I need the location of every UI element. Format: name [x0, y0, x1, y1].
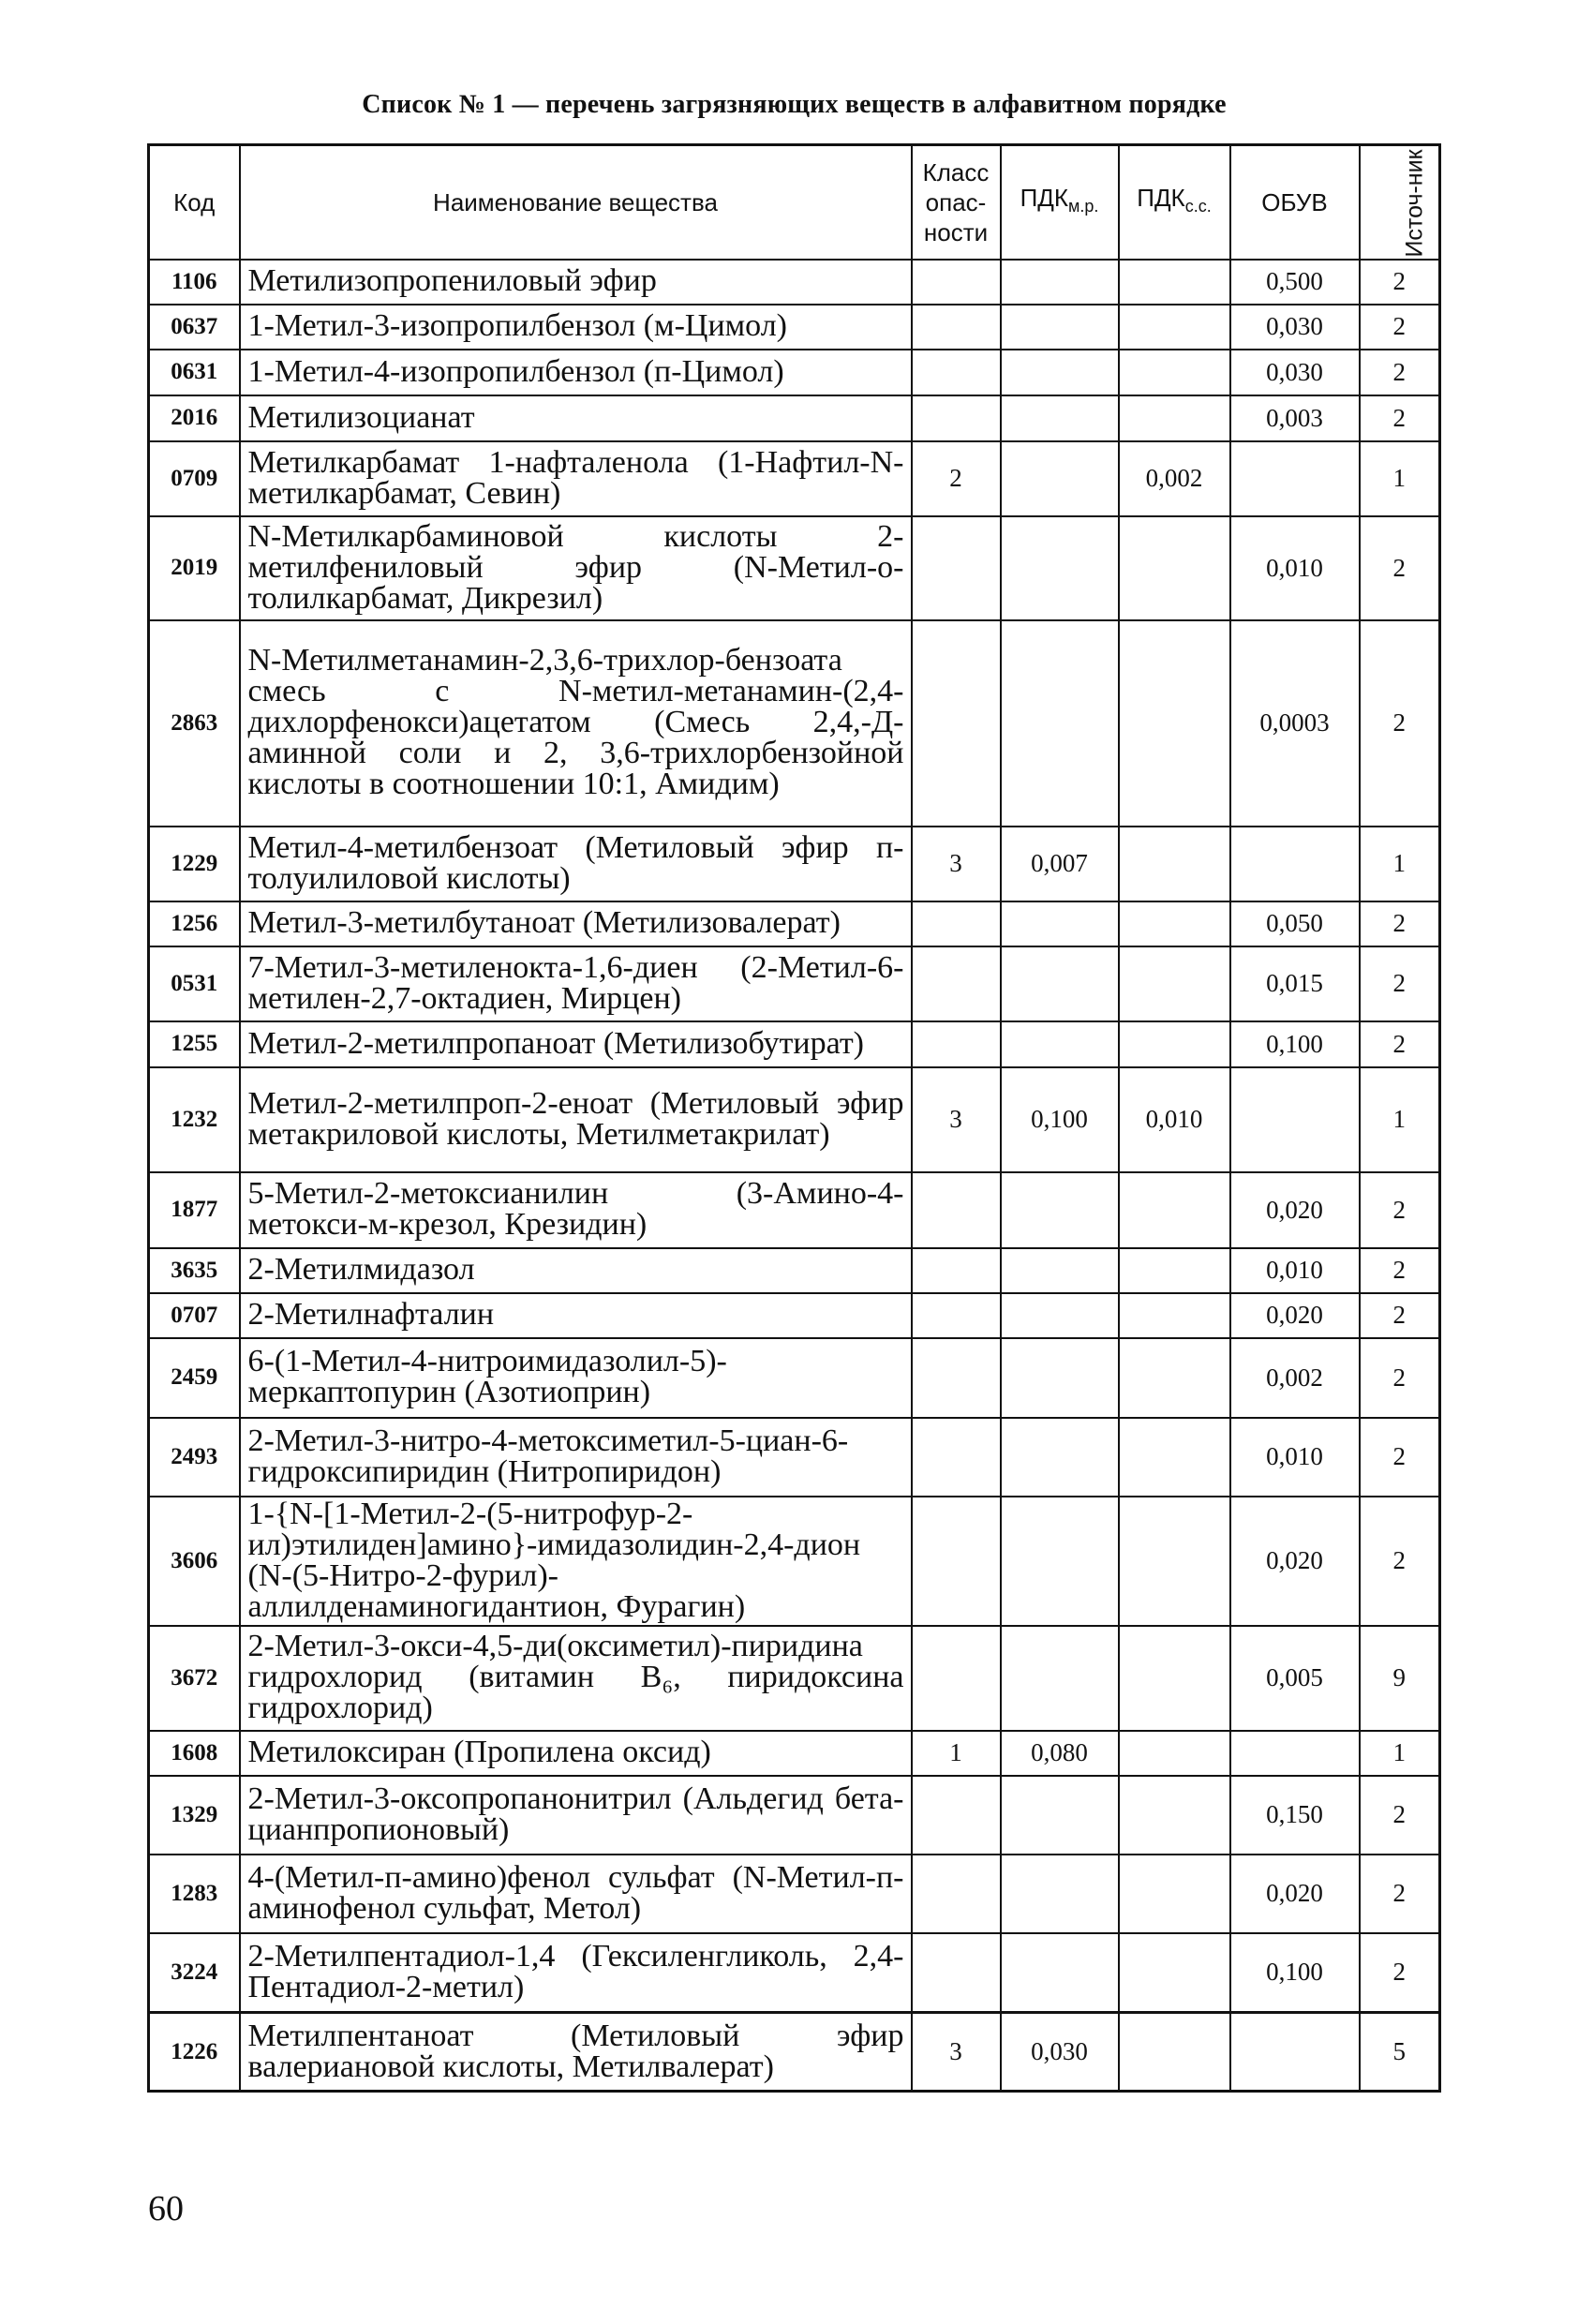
pdk-ss-label: ПДК	[1137, 184, 1185, 213]
row-code: 1877	[149, 1172, 240, 1248]
row-obuv: 0,020	[1230, 1172, 1360, 1248]
row-name: 7-Метил-3-метиленокта-1,6-диен (2-Метил-6-метилен-2,7-октадиен, Мирцен)	[240, 946, 912, 1021]
table-row	[149, 2013, 1440, 2092]
row-pdk-ss: 0,010	[1119, 1067, 1230, 1172]
table-row	[149, 1626, 1440, 1731]
row-obuv: 0,020	[1230, 1293, 1360, 1338]
row-code: 0631	[149, 350, 240, 395]
row-pdk-mr	[1001, 1933, 1119, 2013]
table-row	[149, 901, 1440, 946]
row-obuv: 0,030	[1230, 305, 1360, 350]
row-obuv: 0,015	[1230, 946, 1360, 1021]
row-pdk-mr	[1001, 1338, 1119, 1418]
row-source: 1	[1360, 827, 1440, 901]
row-obuv: 0,150	[1230, 1776, 1360, 1855]
row-hazard-class	[912, 901, 1001, 946]
row-pdk-ss	[1119, 516, 1230, 620]
row-name: N-Метилкарбаминовой кислоты 2-метилфениловый эфир (N-Метил-о-толилкарбамат, Дикрезил)	[240, 516, 912, 620]
row-hazard-class	[912, 1293, 1001, 1338]
row-code: 1232	[149, 1067, 240, 1172]
row-obuv: 0,010	[1230, 1248, 1360, 1293]
row-pdk-mr	[1001, 1248, 1119, 1293]
row-pdk-ss	[1119, 1418, 1230, 1497]
table-row	[149, 620, 1440, 827]
row-name: N-Метилметанамин-2,3,6-трихлор-бензоата смесь с N-метил-метанамин-(2,4-дихлорфенокси)ацетатом (Смесь 2,4,-Д-аминной соли и 2, 3,6-трихлорбензойной кислоты в соотношении 10:1, Амидим)	[240, 620, 912, 827]
row-pdk-ss: 0,002	[1119, 441, 1230, 516]
table-row	[149, 395, 1440, 441]
row-pdk-mr	[1001, 1021, 1119, 1067]
row-code: 0707	[149, 1293, 240, 1338]
row-code: 2019	[149, 516, 240, 620]
row-obuv: 0,100	[1230, 1021, 1360, 1067]
row-pdk-ss	[1119, 2013, 1230, 2092]
row-hazard-class	[912, 1626, 1001, 1731]
row-code: 0637	[149, 305, 240, 350]
row-source: 2	[1360, 1855, 1440, 1933]
row-name: Метил-3-метилбутаноат (Метилизовалерат)	[240, 901, 912, 946]
row-name: 2-Метилмидазол	[240, 1248, 912, 1293]
row-pdk-mr: 0,030	[1001, 2013, 1119, 2092]
row-pdk-mr	[1001, 1626, 1119, 1731]
row-pdk-mr	[1001, 620, 1119, 827]
row-code: 1229	[149, 827, 240, 901]
row-name: Метил-2-метилпроп-2-еноат (Метиловый эфир метакриловой кислоты, Метилметакрилат)	[240, 1067, 912, 1172]
substances-table	[147, 143, 1441, 2093]
row-obuv: 0,020	[1230, 1855, 1360, 1933]
row-source: 5	[1360, 2013, 1440, 2092]
row-obuv: 0,0003	[1230, 620, 1360, 827]
row-pdk-ss	[1119, 620, 1230, 827]
table-row	[149, 350, 1440, 395]
row-pdk-mr	[1001, 516, 1119, 620]
header-row	[149, 145, 1440, 260]
row-source: 2	[1360, 901, 1440, 946]
row-code: 2016	[149, 395, 240, 441]
table-row	[149, 516, 1440, 620]
table-row	[149, 1418, 1440, 1497]
pdk-ss-subscript: с.с.	[1184, 197, 1212, 216]
row-pdk-mr	[1001, 395, 1119, 441]
row-name: Метилизоцианат	[240, 395, 912, 441]
row-name: 1-{N-[1-Метил-2-(5-нитрофур-2-ил)этилиден]амино}-имидазолидин-2,4-дион (N-(5-Нитро-2-фурил)-аллилденаминогидантион, Фурагин)	[240, 1497, 912, 1626]
row-hazard-class: 3	[912, 827, 1001, 901]
row-source: 2	[1360, 305, 1440, 350]
table-row	[149, 1497, 1440, 1626]
row-name: 6-(1-Метил-4-нитроимидазолил-5)-меркаптопурин (Азотиоприн)	[240, 1338, 912, 1418]
row-code: 3672	[149, 1626, 240, 1731]
page-number: 60	[148, 2189, 184, 2228]
row-hazard-class	[912, 1248, 1001, 1293]
table-row	[149, 1731, 1440, 1776]
row-pdk-mr	[1001, 1776, 1119, 1855]
table-row	[149, 1776, 1440, 1855]
row-name: Метилпентаноат (Метиловый эфир валериановой кислоты, Метилвалерат)	[240, 2013, 912, 2092]
row-hazard-class	[912, 620, 1001, 827]
row-source: 2	[1360, 620, 1440, 827]
row-pdk-ss	[1119, 1021, 1230, 1067]
row-hazard-class	[912, 395, 1001, 441]
row-pdk-ss	[1119, 1497, 1230, 1626]
row-code: 1256	[149, 901, 240, 946]
row-code: 2493	[149, 1418, 240, 1497]
row-hazard-class	[912, 1855, 1001, 1933]
row-source: 2	[1360, 1293, 1440, 1338]
pdk-mr-label: ПДК	[1020, 184, 1069, 213]
row-source: 2	[1360, 1497, 1440, 1626]
row-code: 2459	[149, 1338, 240, 1418]
header-obuv: ОБУВ	[1230, 145, 1360, 260]
header-code: Код	[149, 145, 240, 260]
row-name: 1-Метил-4-изопропилбензол (п-Цимол)	[240, 350, 912, 395]
row-pdk-ss	[1119, 1855, 1230, 1933]
row-name: 5-Метил-2-метоксианилин (3-Амино-4-метокси-м-крезол, Крезидин)	[240, 1172, 912, 1248]
table-row	[149, 1338, 1440, 1418]
row-source: 2	[1360, 1933, 1440, 2013]
row-source: 2	[1360, 946, 1440, 1021]
row-obuv	[1230, 441, 1360, 516]
row-pdk-ss	[1119, 260, 1230, 305]
row-hazard-class	[912, 1418, 1001, 1497]
row-obuv: 0,020	[1230, 1497, 1360, 1626]
row-pdk-ss	[1119, 395, 1230, 441]
row-name: Метилкарбамат 1-нафталенола (1-Нафтил-N-метилкарбамат, Севин)	[240, 441, 912, 516]
row-pdk-mr	[1001, 901, 1119, 946]
row-code: 3606	[149, 1497, 240, 1626]
row-code: 1106	[149, 260, 240, 305]
row-pdk-mr: 0,100	[1001, 1067, 1119, 1172]
table-row	[149, 1067, 1440, 1172]
row-name: Метилизопропениловый эфир	[240, 260, 912, 305]
row-obuv	[1230, 1731, 1360, 1776]
row-source: 2	[1360, 1248, 1440, 1293]
row-hazard-class	[912, 1172, 1001, 1248]
row-code: 0709	[149, 441, 240, 516]
row-hazard-class: 3	[912, 2013, 1001, 2092]
row-source: 2	[1360, 395, 1440, 441]
row-obuv: 0,010	[1230, 516, 1360, 620]
row-code: 3224	[149, 1933, 240, 2013]
table-row	[149, 1933, 1440, 2013]
row-hazard-class	[912, 305, 1001, 350]
row-pdk-ss	[1119, 1933, 1230, 2013]
row-hazard-class	[912, 350, 1001, 395]
row-pdk-mr: 0,007	[1001, 827, 1119, 901]
row-hazard-class	[912, 516, 1001, 620]
row-pdk-ss	[1119, 1293, 1230, 1338]
row-hazard-class	[912, 946, 1001, 1021]
row-pdk-mr	[1001, 1172, 1119, 1248]
row-name: 2-Метил-3-окси-4,5-ди(оксиметил)-пиридина гидрохлорид (витамин B₆, пиридоксина гидрохлорид)	[240, 1626, 912, 1731]
row-obuv: 0,003	[1230, 395, 1360, 441]
header-pdk-mr	[1001, 145, 1119, 260]
row-pdk-ss	[1119, 1172, 1230, 1248]
row-pdk-mr	[1001, 305, 1119, 350]
row-source: 9	[1360, 1626, 1440, 1731]
pdk-mr-subscript: м.р.	[1068, 197, 1099, 216]
table-row	[149, 305, 1440, 350]
header-source	[1360, 145, 1440, 260]
row-name: Метил-2-метилпропаноат (Метилизобутират)	[240, 1021, 912, 1067]
row-hazard-class	[912, 1933, 1001, 2013]
row-name: 2-Метилнафталин	[240, 1293, 912, 1338]
row-obuv: 0,002	[1230, 1338, 1360, 1418]
row-obuv: 0,100	[1230, 1933, 1360, 2013]
row-name: 2-Метил-3-нитро-4-метоксиметил-5-циан-6-гидроксипиридин (Нитропиридон)	[240, 1418, 912, 1497]
row-pdk-ss	[1119, 305, 1230, 350]
row-hazard-class	[912, 260, 1001, 305]
table-row	[149, 1855, 1440, 1933]
row-source: 2	[1360, 350, 1440, 395]
row-obuv	[1230, 2013, 1360, 2092]
row-name: 2-Метил-3-оксопропанонитрил (Альдегид бета-цианпропионовый)	[240, 1776, 912, 1855]
header-hazard-class: Класс опас-ности	[912, 145, 1001, 260]
row-code: 1329	[149, 1776, 240, 1855]
row-obuv	[1230, 1067, 1360, 1172]
table-row	[149, 260, 1440, 305]
row-pdk-mr	[1001, 1497, 1119, 1626]
row-pdk-ss	[1119, 827, 1230, 901]
row-obuv: 0,500	[1230, 260, 1360, 305]
row-code: 1283	[149, 1855, 240, 1933]
table-row	[149, 1248, 1440, 1293]
row-hazard-class	[912, 1021, 1001, 1067]
row-pdk-ss	[1119, 946, 1230, 1021]
row-pdk-mr	[1001, 350, 1119, 395]
row-source: 2	[1360, 260, 1440, 305]
row-source: 2	[1360, 1776, 1440, 1855]
row-name: Метилоксиран (Пропилена оксид)	[240, 1731, 912, 1776]
row-source: 1	[1360, 441, 1440, 516]
row-code: 1255	[149, 1021, 240, 1067]
table-row	[149, 827, 1440, 901]
row-name: 1-Метил-3-изопропилбензол (м-Цимол)	[240, 305, 912, 350]
row-hazard-class	[912, 1338, 1001, 1418]
row-pdk-mr	[1001, 1855, 1119, 1933]
row-source: 2	[1360, 1021, 1440, 1067]
row-obuv: 0,005	[1230, 1626, 1360, 1731]
row-source: 2	[1360, 516, 1440, 620]
row-obuv: 0,030	[1230, 350, 1360, 395]
row-hazard-class: 1	[912, 1731, 1001, 1776]
row-pdk-ss	[1119, 350, 1230, 395]
row-pdk-mr	[1001, 260, 1119, 305]
row-source: 1	[1360, 1067, 1440, 1172]
row-hazard-class: 3	[912, 1067, 1001, 1172]
row-name: 4-(Метил-п-амино)фенол сульфат (N-Метил-п-аминофенол сульфат, Метол)	[240, 1855, 912, 1933]
row-pdk-ss	[1119, 1626, 1230, 1731]
table-row	[149, 1293, 1440, 1338]
row-name: 2-Метилпентадиол-1,4 (Гексиленгликоль, 2,4-Пентадиол-2-метил)	[240, 1933, 912, 2013]
row-pdk-ss	[1119, 901, 1230, 946]
row-obuv	[1230, 827, 1360, 901]
page-title: Список № 1 — перечень загрязняющих веществ в алфавитном порядке	[362, 90, 1227, 119]
row-code: 1226	[149, 2013, 240, 2092]
row-code: 1608	[149, 1731, 240, 1776]
table-row	[149, 1172, 1440, 1248]
row-obuv: 0,010	[1230, 1418, 1360, 1497]
row-code: 2863	[149, 620, 240, 827]
row-pdk-ss	[1119, 1248, 1230, 1293]
row-obuv: 0,050	[1230, 901, 1360, 946]
header-pdk-ss	[1119, 145, 1230, 260]
row-hazard-class	[912, 1776, 1001, 1855]
table-row	[149, 1021, 1440, 1067]
row-hazard-class	[912, 1497, 1001, 1626]
header-source-label: Источ-ник	[1401, 149, 1428, 258]
row-code: 3635	[149, 1248, 240, 1293]
row-hazard-class: 2	[912, 441, 1001, 516]
row-source: 1	[1360, 1731, 1440, 1776]
row-pdk-ss	[1119, 1776, 1230, 1855]
row-pdk-mr	[1001, 946, 1119, 1021]
row-source: 2	[1360, 1338, 1440, 1418]
row-source: 2	[1360, 1418, 1440, 1497]
row-code: 0531	[149, 946, 240, 1021]
row-pdk-mr	[1001, 1293, 1119, 1338]
row-pdk-mr: 0,080	[1001, 1731, 1119, 1776]
table-row	[149, 946, 1440, 1021]
row-pdk-ss	[1119, 1338, 1230, 1418]
row-pdk-ss	[1119, 1731, 1230, 1776]
row-name: Метил-4-метилбензоат (Метиловый эфир п-толуилиловой кислоты)	[240, 827, 912, 901]
table-row	[149, 441, 1440, 516]
row-pdk-mr	[1001, 1418, 1119, 1497]
row-pdk-mr	[1001, 441, 1119, 516]
header-name: Наименование вещества	[240, 145, 912, 260]
row-source: 2	[1360, 1172, 1440, 1248]
